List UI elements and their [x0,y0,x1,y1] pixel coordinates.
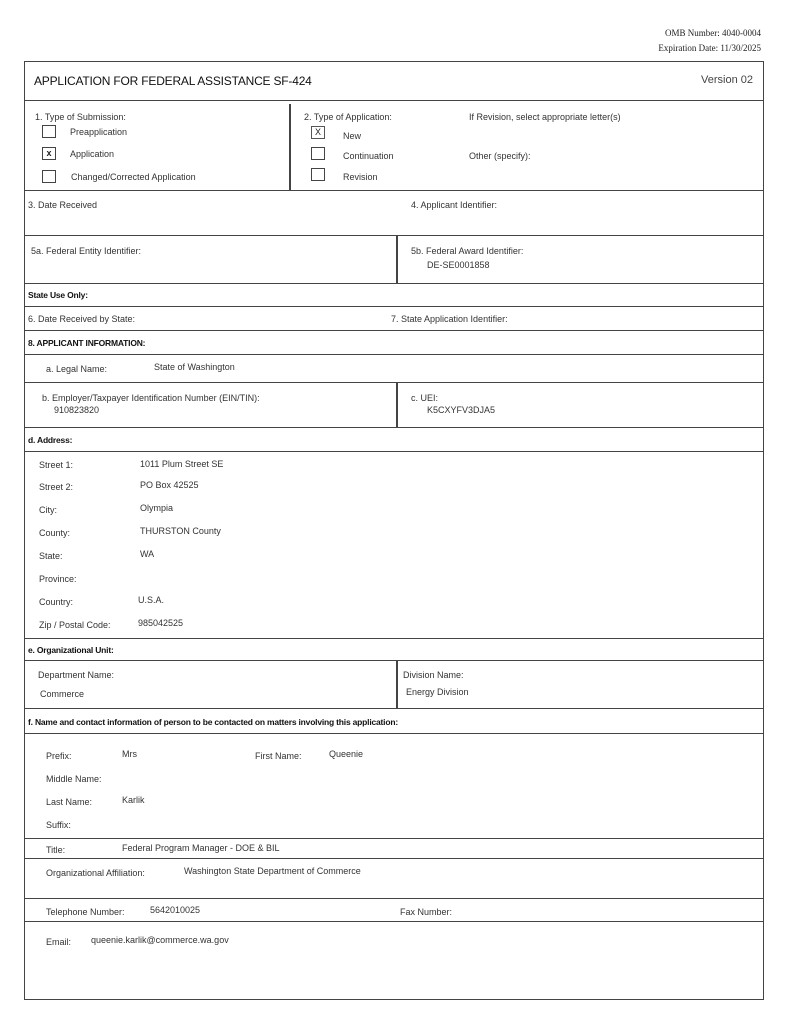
street1-label: Street 1: [39,460,74,470]
last-name-label: Last Name: [46,797,93,807]
contact-name-fields [25,734,763,839]
uei-value: K5CXYFV3DJA5 [427,405,496,415]
middle-name-label: Middle Name: [46,774,102,784]
email-row [25,922,763,999]
province-label: Province: [39,574,77,584]
address-fields [25,452,763,639]
applicant-identifier-label: 4. Applicant Identifier: [411,200,498,210]
street2-value: PO Box 42525 [140,480,199,490]
contact-heading: f. Name and contact information of person to be contacted on matters involving this application: [28,717,398,727]
sf424-form [24,61,764,1000]
legal-name-value: State of Washington [154,362,235,372]
federal-award-identifier-label: 5b. Federal Award Identifier: [411,246,524,256]
zip-label: Zip / Postal Code: [39,620,111,630]
expiration-date: Expiration Date: 11/30/2025 [658,43,761,53]
county-label: County: [39,528,71,538]
contact-title-value: Federal Program Manager - DOE & BIL [122,843,280,853]
preapplication-label: Preapplication [70,127,128,137]
application-type-label: 2. Type of Application: [304,112,392,122]
submission-type-row [25,101,763,191]
country-label: Country: [39,597,74,607]
phone-fax-row [25,899,763,922]
revision-label: Revision [343,172,378,182]
first-name-value: Queenie [329,749,364,759]
date-received-row [25,191,763,236]
state-value: WA [140,549,155,559]
continuation-label: Continuation [343,151,394,161]
divider [396,236,398,284]
affiliation-label: Organizational Affiliation: [46,868,145,878]
state-label: State: [39,551,63,561]
application-label: Application [70,149,115,159]
department-name-value: Commerce [40,689,85,699]
contact-heading-row [25,709,763,734]
county-value: THURSTON County [140,526,221,536]
form-title: APPLICATION FOR FEDERAL ASSISTANCE SF-424 [34,74,312,88]
address-heading: d. Address: [28,435,73,445]
divider [289,104,291,191]
street1-value: 1011 Plum Street SE [140,459,224,469]
applicant-info-heading: 8. APPLICANT INFORMATION: [28,338,146,348]
form-title-row [25,62,763,101]
prefix-value: Mrs [122,749,137,759]
legal-name-row [25,355,763,383]
contact-title-row [25,839,763,859]
suffix-label: Suffix: [46,820,71,830]
changed-corrected-label: Changed/Corrected Application [71,172,196,182]
federal-identifier-row [25,236,763,284]
legal-name-label: a. Legal Name: [46,364,108,374]
submission-type-label: 1. Type of Submission: [35,112,126,122]
continuation-checkbox[interactable] [311,147,325,160]
affiliation-value: Washington State Department of Commerce [184,866,361,876]
form-version: Version 02 [701,74,753,86]
contact-title-label: Title: [46,845,66,855]
ein-value: 910823820 [54,405,100,415]
first-name-label: First Name: [255,751,302,761]
ein-label: b. Employer/Taxpayer Identification Number (EIN/TIN): [42,393,260,403]
state-use-only-row [25,284,763,307]
date-received-label: 3. Date Received [28,200,98,210]
department-name-label: Department Name: [38,670,115,680]
email-label: Email: [46,937,72,947]
telephone-label: Telephone Number: [46,907,125,917]
division-name-label: Division Name: [403,670,464,680]
new-checkbox[interactable]: X [311,126,325,139]
uei-label: c. UEI: [411,393,439,403]
city-label: City: [39,505,57,515]
last-name-value: Karlik [122,795,145,805]
division-name-value: Energy Division [406,687,469,697]
affiliation-row [25,859,763,899]
org-unit-heading-row [25,639,763,661]
telephone-value: 5642010025 [150,905,201,915]
city-value: Olympia [140,503,174,513]
state-use-only-heading: State Use Only: [28,290,88,300]
revision-checkbox[interactable] [311,168,325,181]
state-application-identifier-label: 7. State Application Identifier: [391,314,508,324]
divider [396,661,398,709]
other-specify-label: Other (specify): [469,151,531,161]
zip-value: 985042525 [138,618,184,628]
org-unit-fields [25,661,763,709]
federal-entity-identifier-label: 5a. Federal Entity Identifier: [31,246,142,256]
federal-award-identifier-value: DE-SE0001858 [427,260,490,270]
country-value: U.S.A. [138,595,165,605]
omb-number: OMB Number: 4040-0004 [665,28,761,38]
street2-label: Street 2: [39,482,74,492]
org-unit-heading: e. Organizational Unit: [28,645,114,655]
fax-label: Fax Number: [400,907,453,917]
revision-letters-label: If Revision, select appropriate letter(s) [469,112,621,122]
prefix-label: Prefix: [46,751,72,761]
preapplication-checkbox[interactable] [42,125,56,138]
email-value: queenie.karlik@commerce.wa.gov [91,935,229,945]
date-received-by-state-label: 6. Date Received by State: [28,314,136,324]
divider [396,383,398,428]
application-checkbox[interactable]: x [42,147,56,160]
changed-corrected-checkbox[interactable] [42,170,56,183]
ein-uei-row [25,383,763,428]
state-dates-row [25,307,763,331]
omb-info [658,26,761,56]
new-label: New [343,131,362,141]
applicant-info-heading-row [25,331,763,355]
address-heading-row [25,428,763,452]
